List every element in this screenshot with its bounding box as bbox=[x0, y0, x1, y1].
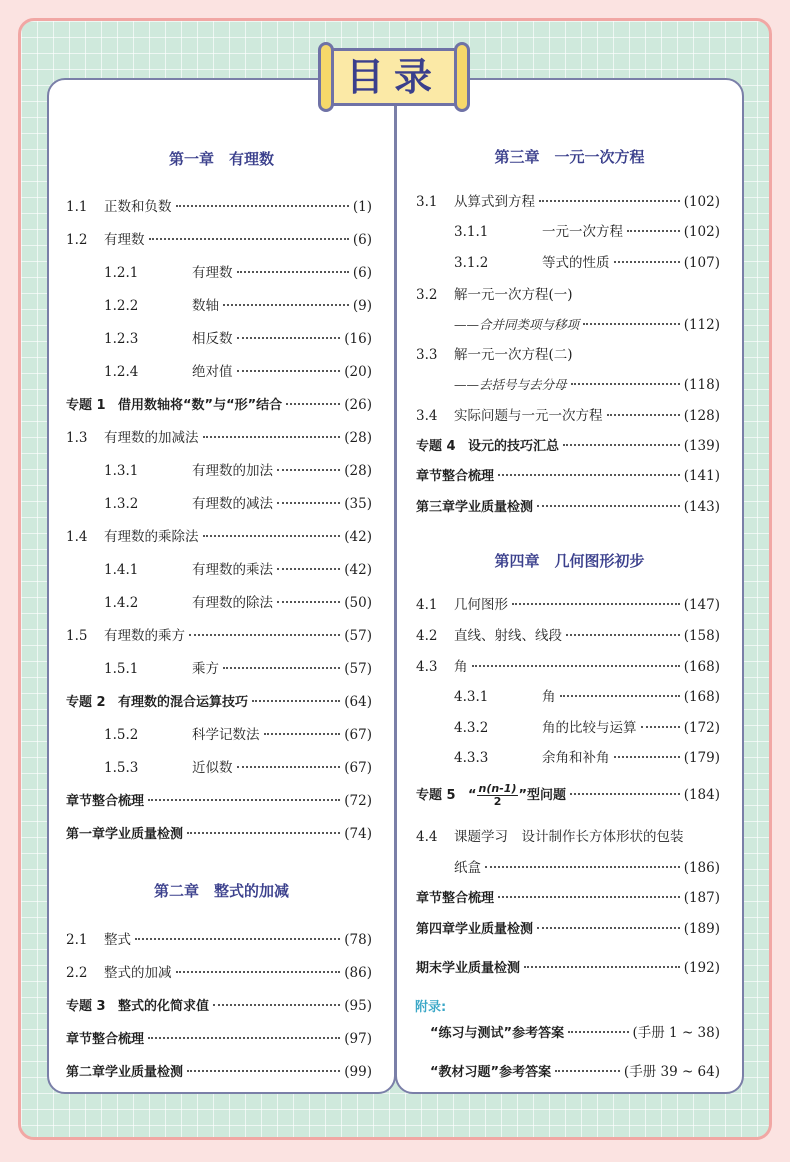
toc-entry[interactable] bbox=[66, 328, 372, 350]
entry-title: 有理数的减法 bbox=[192, 496, 273, 512]
toc-entry[interactable] bbox=[66, 757, 372, 779]
leader-dots bbox=[568, 1031, 628, 1033]
page-number: (6) bbox=[352, 232, 372, 248]
entry-title: 有理数的混合运算技巧 bbox=[118, 695, 249, 710]
entry-title: 章节整合梳理 bbox=[416, 891, 495, 906]
leader-dots bbox=[237, 766, 341, 768]
entry-title: 正数和负数 bbox=[104, 199, 172, 215]
toc-entry[interactable] bbox=[66, 592, 372, 614]
page-number: (78) bbox=[344, 932, 372, 948]
leader-dots bbox=[187, 832, 340, 834]
toc-entry[interactable] bbox=[416, 656, 720, 678]
leader-dots bbox=[627, 230, 680, 232]
entry-title: 章节整合梳理 bbox=[416, 469, 495, 484]
toc-entry[interactable] bbox=[416, 344, 720, 366]
chapter-heading: 第四章 几何图形初步 bbox=[494, 552, 645, 570]
entry-title: 绝对值 bbox=[192, 364, 233, 380]
leader-dots bbox=[498, 474, 680, 476]
page-number: (107) bbox=[683, 255, 720, 271]
entry-number: 4.2 bbox=[416, 628, 438, 644]
entry-title: 数轴 bbox=[192, 298, 219, 314]
page-number: (99) bbox=[344, 1064, 372, 1080]
leader-dots bbox=[286, 403, 340, 405]
page-number: (26) bbox=[344, 397, 372, 413]
entry-number: 1.2.1 bbox=[104, 265, 139, 281]
entry-number: 1.1 bbox=[66, 199, 88, 215]
entry-title: 角的比较与运算 bbox=[542, 720, 637, 736]
toc-entry[interactable] bbox=[66, 262, 372, 284]
entry-number: 2.1 bbox=[66, 932, 88, 948]
leader-dots bbox=[135, 938, 340, 940]
page-number: (168) bbox=[683, 659, 720, 675]
entry-title: 期末学业质量检测 bbox=[416, 961, 521, 976]
page-number: (158) bbox=[683, 628, 720, 644]
chapter-heading: 第二章 整式的加减 bbox=[153, 882, 289, 900]
page-title: 目录 bbox=[345, 55, 442, 99]
entry-number: 1.5 bbox=[66, 628, 88, 644]
entry-title: 从算式到方程 bbox=[454, 194, 535, 210]
leader-dots bbox=[566, 634, 680, 636]
page-number: (20) bbox=[344, 364, 372, 380]
page-number: (95) bbox=[344, 998, 372, 1014]
entry-title: 一元一次方程 bbox=[542, 224, 623, 240]
entry-number: 3.1 bbox=[416, 194, 438, 210]
toc-entry[interactable] bbox=[416, 686, 720, 708]
leader-dots bbox=[176, 971, 341, 973]
toc-entry[interactable] bbox=[66, 427, 372, 449]
entry-title: 有理数 bbox=[192, 265, 233, 281]
page-number: (97) bbox=[344, 1031, 372, 1047]
leader-dots bbox=[571, 383, 680, 385]
entry-number: 3.1.2 bbox=[454, 255, 489, 271]
leader-dots bbox=[537, 505, 680, 507]
entry-title: 章节整合梳理 bbox=[66, 794, 145, 809]
toc-entry[interactable] bbox=[416, 374, 720, 396]
toc-entry[interactable] bbox=[66, 962, 372, 984]
entry-title: 几何图形 bbox=[454, 597, 508, 613]
entry-title: 第二章学业质量检测 bbox=[66, 1065, 184, 1080]
toc-entry[interactable] bbox=[416, 957, 720, 979]
leader-dots bbox=[641, 726, 680, 728]
toc-entry[interactable] bbox=[416, 782, 720, 808]
page-number: (74) bbox=[344, 826, 372, 842]
toc-entry[interactable] bbox=[66, 460, 372, 482]
appendix-title: 附录: bbox=[415, 1000, 447, 1015]
entry-number: 3.1.1 bbox=[454, 224, 489, 240]
entry-title: 直线、射线、线段 bbox=[454, 628, 562, 644]
appendix-page-range: (手册 1 ~ 38) bbox=[632, 1025, 720, 1041]
leader-dots bbox=[537, 927, 680, 929]
chapter-heading: 第三章 一元一次方程 bbox=[494, 148, 645, 166]
quote-open: “ bbox=[468, 788, 477, 803]
leader-dots bbox=[237, 337, 341, 339]
title-banner bbox=[318, 42, 470, 114]
leader-dots bbox=[614, 756, 680, 758]
toc-entry[interactable] bbox=[416, 314, 720, 336]
leader-dots bbox=[472, 665, 680, 667]
entry-number: 1.5.2 bbox=[104, 727, 139, 743]
leader-dots bbox=[607, 414, 680, 416]
entry-number: 1.5.3 bbox=[104, 760, 139, 776]
entry-number: 1.2 bbox=[66, 232, 88, 248]
toc-entry[interactable] bbox=[66, 196, 372, 218]
chapter-heading: 第一章 有理数 bbox=[168, 150, 274, 168]
leader-dots bbox=[149, 238, 349, 240]
entry-number: 4.4 bbox=[416, 829, 438, 845]
toc-entry[interactable] bbox=[416, 284, 720, 306]
page-number: (118) bbox=[683, 377, 720, 393]
entry-number: 3.3 bbox=[416, 347, 438, 363]
page-number: (102) bbox=[683, 224, 720, 240]
toc-entry[interactable] bbox=[66, 526, 372, 548]
entry-title: ——去括号与去分母 bbox=[454, 377, 567, 392]
page-number: (189) bbox=[683, 921, 720, 937]
toc-entry[interactable] bbox=[416, 887, 720, 909]
leader-dots bbox=[485, 866, 680, 868]
entry-number: 专题 3 bbox=[66, 999, 106, 1014]
entry-title: 课题学习 设计制作长方体形状的包装 bbox=[454, 829, 684, 845]
appendix-entry-title: “教材习题”参考答案 bbox=[430, 1065, 552, 1080]
leader-dots bbox=[223, 667, 340, 669]
entry-title: 实际问题与一元一次方程 bbox=[454, 408, 603, 424]
entry-number: 1.4 bbox=[66, 529, 88, 545]
page-number: (42) bbox=[344, 562, 372, 578]
quote-close: ”型问题 bbox=[518, 788, 567, 803]
entry-title: 第一章学业质量检测 bbox=[66, 827, 184, 842]
entry-number: 专题 2 bbox=[66, 695, 106, 710]
entry-title: 乘方 bbox=[192, 661, 219, 677]
entry-number: 1.3.1 bbox=[104, 463, 139, 479]
toc-entry[interactable] bbox=[416, 717, 720, 739]
entry-number: 1.4.2 bbox=[104, 595, 139, 611]
entry-number: 专题 1 bbox=[66, 398, 106, 413]
entry-title: 整式的化简求值 bbox=[118, 999, 210, 1014]
toc-entry[interactable] bbox=[416, 496, 720, 518]
leader-dots bbox=[277, 469, 340, 471]
page-number: (147) bbox=[683, 597, 720, 613]
entry-title: ——合并同类项与移项 bbox=[454, 317, 580, 332]
entry-title: 解一元一次方程(一) bbox=[454, 287, 573, 303]
toc-entry[interactable] bbox=[416, 857, 720, 879]
page-number: (187) bbox=[683, 890, 720, 906]
leader-dots bbox=[498, 896, 680, 898]
page-number: (179) bbox=[683, 750, 720, 766]
page-number: (9) bbox=[352, 298, 372, 314]
entry-title: 纸盒 bbox=[454, 860, 481, 876]
page-number: (143) bbox=[683, 499, 720, 515]
entry-title: 有理数的乘法 bbox=[192, 562, 273, 578]
toc-entry[interactable] bbox=[66, 1061, 372, 1083]
leader-dots bbox=[560, 695, 680, 697]
fraction bbox=[477, 783, 519, 808]
page-number: (57) bbox=[344, 661, 372, 677]
page-number: (28) bbox=[344, 430, 372, 446]
toc-entry[interactable] bbox=[66, 658, 372, 680]
page-number: (16) bbox=[344, 331, 372, 347]
fraction-numerator: n(n-1) bbox=[478, 782, 517, 795]
entry-number: 4.3.1 bbox=[454, 689, 489, 705]
toc-entry[interactable] bbox=[66, 823, 372, 845]
toc-entry[interactable] bbox=[416, 191, 720, 213]
entry-number: 1.5.1 bbox=[104, 661, 139, 677]
entry-number: 1.2.2 bbox=[104, 298, 139, 314]
page-number: (86) bbox=[344, 965, 372, 981]
entry-number: 4.3.3 bbox=[454, 750, 489, 766]
entry-number: 4.3 bbox=[416, 659, 438, 675]
leader-dots bbox=[189, 634, 340, 636]
entry-number: 4.3.2 bbox=[454, 720, 489, 736]
entry-number: 3.2 bbox=[416, 287, 438, 303]
page-number: (102) bbox=[683, 194, 720, 210]
entry-title: 整式 bbox=[104, 932, 131, 948]
entry-title: 第三章学业质量检测 bbox=[416, 500, 534, 515]
appendix-page-range: (手册 39 ~ 64) bbox=[623, 1064, 720, 1080]
entry-number: 专题 4 bbox=[416, 439, 456, 454]
toc-entry[interactable] bbox=[416, 465, 720, 487]
page-number: (184) bbox=[683, 787, 720, 803]
page-number: (72) bbox=[344, 793, 372, 809]
leader-dots bbox=[213, 1004, 340, 1006]
page-number: (35) bbox=[344, 496, 372, 512]
page-number: (112) bbox=[683, 317, 720, 333]
leader-dots bbox=[277, 601, 340, 603]
leader-dots bbox=[148, 1037, 340, 1039]
toc-entry[interactable] bbox=[416, 405, 720, 427]
page-number: (50) bbox=[344, 595, 372, 611]
entry-title: 设元的技巧汇总 bbox=[468, 439, 560, 454]
entry-number: 4.1 bbox=[416, 597, 438, 613]
page-number: (64) bbox=[344, 694, 372, 710]
leader-dots bbox=[583, 323, 680, 325]
page-number: (128) bbox=[683, 408, 720, 424]
leader-dots bbox=[237, 370, 341, 372]
leader-dots bbox=[277, 502, 340, 504]
entry-title: 整式的加减 bbox=[104, 965, 172, 981]
entry-title: 等式的性质 bbox=[542, 255, 610, 271]
leader-dots bbox=[203, 436, 341, 438]
page-number: (139) bbox=[683, 438, 720, 454]
entry-title: 余角和补角 bbox=[542, 750, 610, 766]
toc-entry[interactable] bbox=[66, 394, 372, 416]
entry-title: 角 bbox=[454, 659, 468, 675]
toc-entry[interactable] bbox=[416, 918, 720, 940]
toc-entry[interactable] bbox=[66, 559, 372, 581]
leader-dots bbox=[176, 205, 349, 207]
entry-title: 科学记数法 bbox=[192, 727, 260, 743]
entry-title: 有理数 bbox=[104, 232, 145, 248]
entry-title: 解一元一次方程(二) bbox=[454, 347, 573, 363]
leader-dots bbox=[539, 200, 680, 202]
toc-entry[interactable] bbox=[66, 295, 372, 317]
toc-entry[interactable] bbox=[66, 790, 372, 812]
page-number: (67) bbox=[344, 727, 372, 743]
toc-entry[interactable] bbox=[66, 691, 372, 713]
leader-dots bbox=[570, 793, 680, 795]
entry-title: 第四章学业质量检测 bbox=[416, 922, 534, 937]
leader-dots bbox=[512, 603, 680, 605]
page-number: (28) bbox=[344, 463, 372, 479]
page-number: (57) bbox=[344, 628, 372, 644]
appendix-entry[interactable] bbox=[430, 1022, 720, 1044]
page-number: (172) bbox=[683, 720, 720, 736]
leader-dots bbox=[614, 261, 680, 263]
page-number: (42) bbox=[344, 529, 372, 545]
toc-entry[interactable] bbox=[416, 826, 720, 848]
page-number: (141) bbox=[683, 468, 720, 484]
toc-entry[interactable] bbox=[66, 929, 372, 951]
entry-title: 有理数的加法 bbox=[192, 463, 273, 479]
entry-title: 有理数的除法 bbox=[192, 595, 273, 611]
page-number: (67) bbox=[344, 760, 372, 776]
toc-entry[interactable] bbox=[416, 625, 720, 647]
entry-title: 有理数的加减法 bbox=[104, 430, 199, 446]
fraction-denominator: 2 bbox=[493, 795, 502, 808]
leader-dots bbox=[148, 799, 340, 801]
toc-entry[interactable] bbox=[66, 493, 372, 515]
leader-dots bbox=[555, 1070, 620, 1072]
entry-title: 相反数 bbox=[192, 331, 233, 347]
entry-number: 1.3.2 bbox=[104, 496, 139, 512]
page-number: (168) bbox=[683, 689, 720, 705]
entry-number: 2.2 bbox=[66, 965, 88, 981]
leader-dots bbox=[223, 304, 349, 306]
entry-number: 专题 5 bbox=[416, 788, 456, 803]
page-number: (192) bbox=[683, 960, 720, 976]
entry-title: 近似数 bbox=[192, 760, 233, 776]
leader-dots bbox=[237, 271, 349, 273]
entry-title: 借用数轴将“数”与“形”结合 bbox=[118, 398, 283, 413]
entry-number: 1.3 bbox=[66, 430, 88, 446]
toc-entry[interactable] bbox=[66, 995, 372, 1017]
entry-title bbox=[468, 783, 566, 808]
toc-entry[interactable] bbox=[416, 221, 720, 243]
entry-number: 3.4 bbox=[416, 408, 438, 424]
entry-number: 1.2.3 bbox=[104, 331, 139, 347]
entry-number: 1.2.4 bbox=[104, 364, 139, 380]
leader-dots bbox=[524, 966, 680, 968]
toc-entry[interactable] bbox=[66, 1028, 372, 1050]
leader-dots bbox=[187, 1070, 340, 1072]
page-number: (1) bbox=[352, 199, 372, 215]
entry-title: 有理数的乘除法 bbox=[104, 529, 199, 545]
leader-dots bbox=[252, 700, 340, 702]
toc-entry[interactable] bbox=[66, 361, 372, 383]
toc-entry[interactable] bbox=[66, 625, 372, 647]
entry-title: 角 bbox=[542, 689, 556, 705]
appendix-entry-title: “练习与测试”参考答案 bbox=[430, 1026, 565, 1041]
toc-entry[interactable] bbox=[66, 724, 372, 746]
toc-entry[interactable] bbox=[416, 435, 720, 457]
toc-entry[interactable] bbox=[416, 594, 720, 616]
toc-entry[interactable] bbox=[416, 252, 720, 274]
leader-dots bbox=[563, 444, 680, 446]
page-number: (6) bbox=[352, 265, 372, 281]
entry-number: 1.4.1 bbox=[104, 562, 139, 578]
leader-dots bbox=[264, 733, 341, 735]
page-number: (186) bbox=[683, 860, 720, 876]
leader-dots bbox=[277, 568, 340, 570]
leader-dots bbox=[203, 535, 341, 537]
entry-title: 章节整合梳理 bbox=[66, 1032, 145, 1047]
toc-entry[interactable] bbox=[416, 747, 720, 769]
entry-title: 有理数的乘方 bbox=[104, 628, 185, 644]
toc-entry[interactable] bbox=[66, 229, 372, 251]
appendix-entry[interactable] bbox=[430, 1061, 720, 1083]
